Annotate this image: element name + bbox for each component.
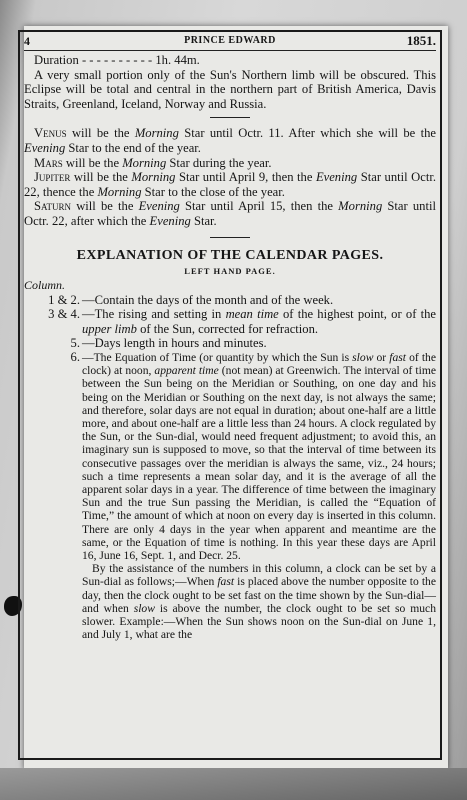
- item-text: —The Equation of Time (or quantity by which the Sun is slow or fast of the clock) at noon, apparent time (not mean) at Greenwich. The interval of time between the Sun being on the Meridian or Southing, on one day and his being on the Meridian or Southing on the next day, is not always the same; and therefore, solar days are not equal in duration; about one-half are a little more, and about one-half are a little less than 24 hours. A clock regulated by the Sun, or the Sun-dial, would need frequent adjustment; to avoid this, an imaginary sun is supposed to move, so that the interval of time between its consecutive passages over the meridian is always the same, viz., 24 hours; such a time represents a mean solar day, and it is the average of all the apparent solar days in a year. The difference of time between the imaginary Sun and the true Sun passing the Meridian, is called the “Equation of Time,” the amount of which at noon on every day is inserted in this column. There are only 4 days in the year when apparent and meantime are the same, or the Equation of time is nothing. In this year these days are April 16, June 16, Sept. 1, and Decr. 25.: [82, 350, 436, 562]
- planet-name: Venus: [34, 126, 67, 141]
- column-items: [24, 293, 436, 642]
- item-number: 5.: [70, 336, 80, 351]
- venus-paragraph: Venus will be the Morning Star until Octr. 11. After which she will be the Evening Star to the end of the year.: [24, 126, 436, 155]
- duration-line: [24, 53, 436, 68]
- mars-paragraph: Mars will be the Morning Star during the year.: [34, 155, 272, 170]
- page-edge-shadow: [0, 768, 467, 800]
- item-text: By the assistance of the numbers in this column, a clock can be set by a Sun-dial as follows;—When fast is placed above the number opposite to the day, then the clock ought to be set fast on the time shown by the Sun-dial—and when slow is above the number, the clock ought to be set so much slower. Example:—When the Sun shows noon on the Sun-dial on June 1, and July 1, what are the: [82, 562, 437, 642]
- duration-label: Duration: [34, 53, 79, 67]
- item-text: —Contain the days of the month and of the week.: [82, 292, 334, 307]
- list-item: [24, 351, 436, 562]
- eclipse-section: [24, 53, 436, 111]
- list-item: [24, 336, 436, 351]
- item-number: 3 & 4.: [48, 307, 80, 322]
- column-label: Column.: [24, 277, 66, 292]
- running-title: PRINCE EDWARD: [184, 35, 276, 46]
- item-number: 1 & 2.: [48, 292, 80, 307]
- page-number: 4: [24, 34, 30, 48]
- section-divider: [210, 237, 250, 238]
- saturn-paragraph: Saturn will be the Evening Star until April 15, then the Morning Star until Octr. 22, after which the Evening Star.: [24, 199, 436, 228]
- planet-name: Saturn: [34, 199, 72, 214]
- planet-name: Jupiter: [34, 170, 71, 185]
- sundial-paragraph: [24, 562, 436, 641]
- item-text: —Days length in hours and minutes.: [82, 336, 267, 351]
- jupiter-paragraph: Jupiter will be the Morning Star until April 9, then the Evening Star until Octr. 22, thence the Morning Star to the close of the year.: [24, 170, 436, 199]
- explanation-subheading: LEFT HAND PAGE.: [184, 265, 276, 276]
- eclipse-description: A very small portion only of the Sun's Northern limb will be obscured. This Eclipse will be total and central in the northern part of British America, Davis Straits, Greenland, Iceland, Norway and Russia.: [24, 67, 436, 111]
- item-number: 6.: [70, 349, 80, 364]
- list-item: [24, 307, 436, 336]
- item-text: —The rising and setting in mean time of the highest point, or of the upper limb of the Sun, corrected for refraction.: [82, 307, 436, 336]
- running-header: [24, 32, 436, 51]
- planets-section: [24, 126, 436, 228]
- page-frame: [18, 30, 442, 760]
- duration-dashes: - - - - - - - - - -: [81, 53, 153, 67]
- year: 1851.: [406, 33, 436, 48]
- page-content: [24, 32, 436, 758]
- list-item: [24, 293, 436, 308]
- section-divider: [210, 117, 250, 118]
- duration-value: 1h. 44m.: [155, 53, 200, 67]
- explanation-heading: EXPLANATION OF THE CALENDAR PAGES.: [76, 247, 384, 263]
- planet-name: Mars: [34, 155, 63, 170]
